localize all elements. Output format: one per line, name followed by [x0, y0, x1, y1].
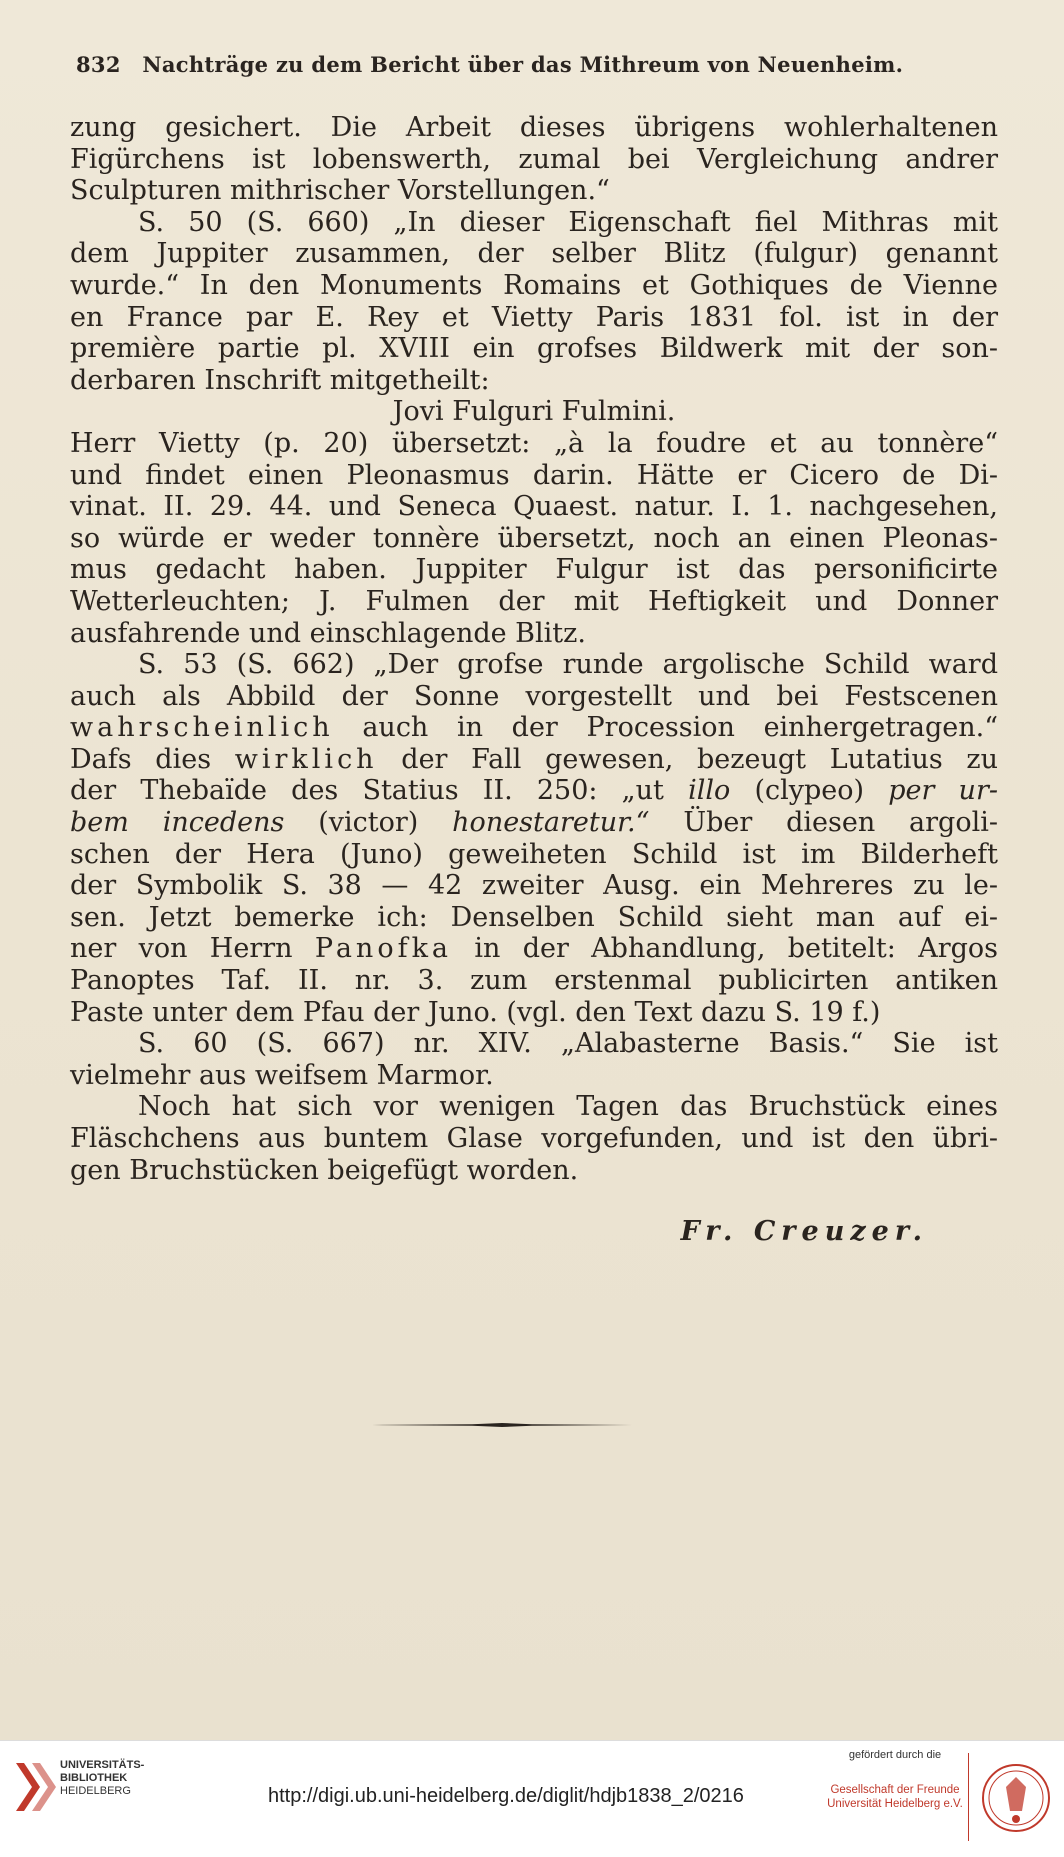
ub-heidelberg-logo — [12, 1757, 58, 1817]
library-line: HEIDELBERG — [60, 1785, 131, 1797]
spaced-word: wirklich — [234, 743, 378, 775]
text-line: dem Juppiter zusammen, der selber Blitz (fulgur) genannt — [70, 238, 998, 270]
sponsor-org: Universität Heidelberg e.V. — [827, 1798, 963, 1810]
sponsor-block — [820, 1749, 970, 1811]
text-line: première partie pl. XVIII ein grofses Bildwerk mit der son- — [70, 333, 998, 365]
text-line: derbaren Inschrift mitgetheilt: — [70, 364, 490, 396]
text-line: Figürchens ist lobenswerth, zumal bei Vergleichung andrer — [70, 143, 998, 175]
text-line: auch als Abbild der Sonne vorgestellt und bei Festscenen — [70, 680, 998, 712]
text-line: Fläschchens aus buntem Glase vorgefunden, und ist den übri- — [70, 1123, 998, 1154]
spaced-word: Panofka — [314, 933, 453, 965]
text-line: wurde.“ In den Monuments Romains et Gothiques de Vienne — [70, 269, 998, 301]
text-span: der Thebaïde des Statius II. 250: „ut — [70, 775, 664, 807]
text-line: vinat. II. 29. 44. und Seneca Quaest. natur. I. 1. nachgesehen, — [70, 491, 998, 523]
text-span: auch in der Procession einhergetragen.“ — [362, 712, 999, 744]
text-line: Herr Vietty (p. 20) übersetzt: „à la foudre et au tonnère“ — [70, 427, 998, 459]
text-line: so würde er weder tonnère übersetzt, noch an einen Pleonas- — [70, 522, 998, 554]
text-line: Wetterleuchten; J. Fulmen der mit Heftigkeit und Donner — [70, 585, 998, 617]
text-line: schen der Hera (Juno) geweiheten Schild ist im Bilderheft — [70, 838, 998, 870]
running-title: Nachträge zu dem Bericht über das Mithreum von Neuenheim. — [142, 52, 904, 77]
text-line: S. 53 (S. 662) „Der grofse runde argolische Schild ward — [138, 649, 998, 681]
sponsor-org: Gesellschaft der Freunde — [830, 1784, 960, 1796]
text-line — [70, 744, 998, 776]
text-span: in der Abhandlung, betitelt: Argos — [474, 933, 998, 965]
text-span: Über diesen argoli- — [683, 807, 998, 839]
text-line: Panoptes Taf. II. nr. 3. zum erstenmal publicirten antiken — [70, 965, 998, 997]
text-line: der Symbolik S. 38 — 42 zweiter Ausg. ein Mehreres zu le- — [70, 870, 998, 902]
running-header — [76, 52, 996, 77]
paragraph — [70, 112, 998, 207]
spaced-word: wahrscheinlich — [70, 712, 334, 744]
italic-text: bem incedens — [70, 807, 285, 839]
text-span: (victor) — [318, 807, 419, 839]
library-name — [60, 1759, 144, 1798]
italic-text: honestaretur.“ — [452, 807, 650, 839]
text-line: S. 50 (S. 660) „In dieser Eigenschaft fiel Mithras mit — [138, 206, 998, 238]
rule-ornament — [372, 1422, 632, 1428]
library-line: BIBLIOTHEK — [60, 1772, 128, 1784]
text-line: und findet einen Pleonasmus darin. Hätte er Cicero de Di- — [70, 459, 998, 491]
text-span: (clypeo) — [754, 775, 865, 807]
paragraph — [70, 207, 998, 397]
sponsor-label: gefördert durch die — [848, 1749, 942, 1761]
italic-text: illo — [688, 775, 731, 807]
text-line — [70, 807, 998, 839]
text-line: vielmehr aus weifsem Marmor. — [70, 1059, 494, 1091]
text-line: Paste unter dem Pfau der Juno. (vgl. den Text dazu S. 19 f.) — [70, 996, 881, 1028]
library-line: UNIVERSITÄTS- — [60, 1759, 145, 1771]
text-line: sen. Jetzt bemerke ich: Denselben Schild sieht man auf ei- — [70, 901, 998, 933]
paragraph — [70, 1091, 998, 1186]
text-line — [70, 712, 998, 744]
text-span: Dafs dies — [70, 743, 212, 775]
text-line — [70, 933, 998, 965]
paragraph — [70, 428, 998, 649]
text-line: mus gedacht haben. Juppiter Fulgur ist das personificirte — [70, 554, 998, 586]
paragraph — [70, 649, 998, 1028]
text-line: Sculpturen mithrischer Vorstellungen.“ — [70, 175, 610, 207]
text-line: S. 60 (S. 667) nr. XIV. „Alabasterne Basis.“ Sie ist — [138, 1028, 998, 1060]
italic-text: per ur- — [888, 775, 998, 807]
text-line — [70, 775, 998, 807]
permalink-url[interactable]: http://digi.ub.uni-heidelberg.de/diglit/hdjb1838_2/0216 — [268, 1785, 744, 1807]
university-seal-icon — [980, 1753, 1052, 1843]
text-line: zung gesichert. Die Arbeit dieses übrigens wohlerhaltenen — [70, 112, 998, 143]
end-rule — [372, 1422, 632, 1428]
paragraph — [70, 1028, 998, 1091]
page-number: 832 — [76, 52, 121, 77]
signature: Fr. Creuzer. — [680, 1216, 928, 1248]
viewer-footer — [0, 1740, 1064, 1857]
text-span: ner von Herrn — [70, 933, 293, 965]
footer-divider — [968, 1753, 969, 1841]
text-line: en France par E. Rey et Vietty Paris 1831 fol. ist in der — [70, 301, 998, 333]
text-line: Noch hat sich vor wenigen Tagen das Bruchstück eines — [138, 1091, 998, 1123]
text-line: ausfahrende und einschlagende Blitz. — [70, 617, 586, 649]
text-span: der Fall gewesen, bezeugt Lutatius zu — [401, 743, 999, 775]
inscription: Jovi Fulguri Fulmini. — [392, 396, 676, 428]
text-line: gen Bruchstücken beigefügt worden. — [70, 1154, 579, 1186]
body-text — [70, 112, 998, 1248]
